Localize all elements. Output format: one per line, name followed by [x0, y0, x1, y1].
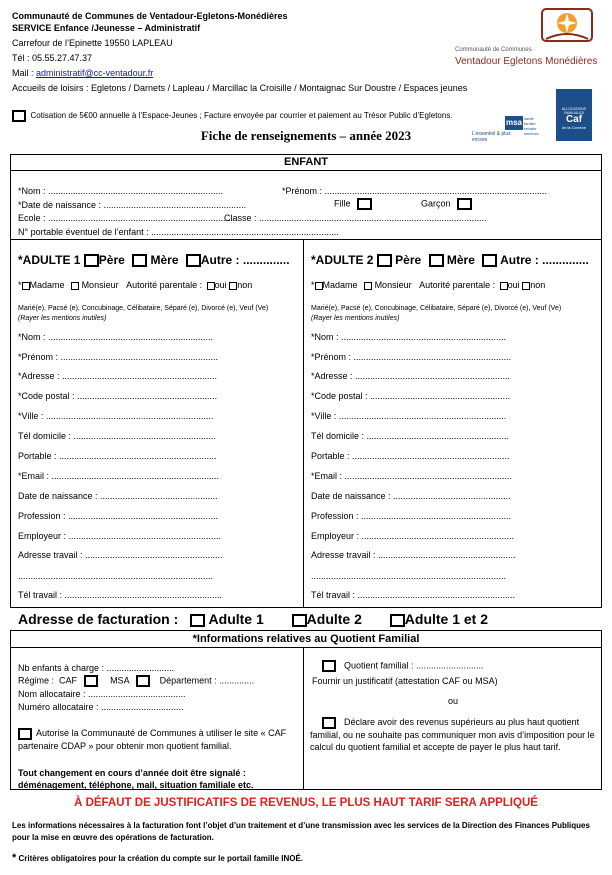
- qf-autorise: Autorise la Communauté de Communes à utiliser le site « CAF partenaire CDAP » pour obtenir mon quotient familial.: [18, 728, 287, 751]
- adulte2-field[interactable]: Profession : ............................................................: [311, 511, 512, 521]
- logo-name: Ventadour Egletons Monédières: [455, 56, 598, 67]
- phone: Tél : 05.55.27.47.37: [12, 53, 93, 63]
- adulte2-field[interactable]: *Code postal : ........................................................: [311, 391, 511, 401]
- adulte2-field[interactable]: Date de naissance : ...............................................: [311, 491, 511, 501]
- enfant-prenom[interactable]: *Prénom : .........................................................................................: [282, 186, 548, 196]
- adulte2-oui-checkbox[interactable]: [500, 282, 508, 290]
- enfant-nom[interactable]: *Nom : ......................................................................: [18, 186, 224, 196]
- adulte2-field[interactable]: *Adresse : ..............................................................: [311, 371, 511, 381]
- facturation-adulte2-checkbox[interactable]: [292, 614, 307, 627]
- adulte2-field[interactable]: *Email : ...................................................................: [311, 471, 513, 481]
- adulte1-field[interactable]: Portable : ...............................................................: [18, 451, 217, 461]
- msa-logo: msa: [505, 116, 523, 130]
- adulte1-oui-checkbox[interactable]: [207, 282, 215, 290]
- adulte1-field[interactable]: Tél travail : ...............................................................: [18, 590, 223, 600]
- adulte1-situation: Marié(e), Pacsé (e), Concubinage, Célibataire, Séparé (e), Divorcé (e), Veuf (Ve): [18, 305, 269, 312]
- msa-tagline: L’essentiel & plus encore: [472, 131, 511, 143]
- enfant-naissance[interactable]: *Date de naissance : .........................................................: [18, 200, 247, 210]
- service-name: SERVICE Enfance /Jeunesse – Administratif: [12, 23, 201, 33]
- qf-autorise-checkbox[interactable]: [18, 728, 32, 740]
- adulte1-civilite: * Madame Monsieur Autorité parentale : oui non: [18, 280, 253, 290]
- adulte1-field[interactable]: *Nom : ..................................................................: [18, 332, 214, 342]
- adulte1-field[interactable]: Adresse travail : .......................................................: [18, 550, 223, 560]
- logo-mark: [540, 5, 594, 43]
- adulte1-rayer: (Rayer les mentions inutiles): [18, 315, 107, 322]
- cotisation-checkbox[interactable]: [12, 110, 26, 122]
- adulte2-madame-checkbox[interactable]: [315, 282, 323, 290]
- adulte1-field[interactable]: *Code postal : ........................................................: [18, 391, 218, 401]
- qf-changement: Tout changement en cours d’année doit être signalé : déménagement, téléphone, mail, situation familiale etc.: [18, 768, 254, 790]
- qf-msa-checkbox[interactable]: [136, 675, 150, 687]
- enfant-classe[interactable]: Classe : ...........................................................................................: [224, 213, 487, 223]
- adulte2-field[interactable]: Adresse travail : .......................................................: [311, 550, 516, 560]
- enfant-heading: ENFANT: [284, 156, 328, 168]
- garcon-checkbox[interactable]: [457, 198, 472, 210]
- adulte1-non-checkbox[interactable]: [229, 282, 237, 290]
- divider: [10, 239, 602, 240]
- adulte2-field[interactable]: ..............................................................................: [311, 571, 507, 581]
- facturation-adulte1-checkbox[interactable]: [190, 614, 205, 627]
- garcon-option: Garçon: [421, 198, 472, 210]
- adulte1-field[interactable]: ..............................................................................: [18, 571, 214, 581]
- adulte2-field[interactable]: Employeur : .............................................................: [311, 531, 515, 541]
- adulte2-civilite: * Madame Monsieur Autorité parentale : oui non: [311, 280, 546, 290]
- mail-link[interactable]: administratif@cc-ventadour.fr: [36, 68, 154, 78]
- adulte2-field[interactable]: *Nom : ..................................................................: [311, 332, 507, 342]
- qf-declare: Déclare avoir des revenus supérieurs au plus haut quotient familial, ou ne souhaite pas communiquer mon avis d’imposition pour le calcul du quotient familial et accepte de payer le plus haut tarif.: [310, 717, 595, 752]
- adulte1-field[interactable]: *Adresse : ..............................................................: [18, 371, 218, 381]
- adulte1-header: *ADULTE 1 Père Mère Autre : ..............: [18, 253, 290, 267]
- adulte2-situation: Marié(e), Pacsé (e), Concubinage, Célibataire, Séparé (e), Divorcé (e), Veuf (Ve): [311, 305, 562, 312]
- adulte2-autre-checkbox[interactable]: [482, 254, 497, 267]
- adulte1-field[interactable]: *Email : ...................................................................: [18, 471, 220, 481]
- adulte1-autre-checkbox[interactable]: [186, 254, 201, 267]
- adulte2-non-checkbox[interactable]: [522, 282, 530, 290]
- adulte2-field[interactable]: Tél travail : ...............................................................: [311, 590, 516, 600]
- qf-nom-allocataire[interactable]: Nom allocataire : .......................................: [18, 689, 186, 699]
- mail-line: Mail : administratif@cc-ventadour.fr: [12, 68, 154, 78]
- enfant-ecole[interactable]: Ecole : ..........................................................................: [18, 213, 234, 223]
- adulte2-field[interactable]: Tél domicile : .........................................................: [311, 431, 510, 441]
- msa-side-text: santé famille retraite services: [524, 116, 539, 136]
- column-divider: [303, 647, 304, 790]
- adulte2-pere-checkbox[interactable]: [377, 254, 392, 267]
- qf-regime-row: Régime : CAF MSA Département : ..............: [18, 675, 255, 686]
- footer-criteres: * Critères obligatoires pour la création du compte sur le portail famille INOÉ.: [12, 852, 304, 864]
- caf-logo: ALLOCATIONS FAMILIALES Caf de la Corrèze: [556, 89, 592, 141]
- cotisation-line: Cotisation de 5€00 annuelle à l’Espace-Jeunes ; Facture envoyée par courrier et paiement au Trésor Public d’Egletons.: [12, 110, 453, 122]
- qf-justificatif: Fournir un justificatif (attestation CAF ou MSA): [312, 676, 498, 686]
- qf-nb-enfants[interactable]: Nb enfants à charge : ...........................: [18, 663, 175, 673]
- adulte1-field[interactable]: Profession : ............................................................: [18, 511, 219, 521]
- adulte2-field[interactable]: Portable : ...............................................................: [311, 451, 510, 461]
- enfant-portable[interactable]: N° portable éventuel de l’enfant : ...........................................................................: [18, 227, 339, 237]
- fille-option: Fille: [334, 198, 372, 210]
- adulte2-field[interactable]: *Ville : ...................................................................: [311, 411, 507, 421]
- logo-small-text: Communauté de Communes: [455, 47, 532, 53]
- accueils: Accueils de loisirs : Egletons / Darnets / Lapleau / Marcillac la Croisille / Montaignac Sur Doustre / Espaces jeunes: [12, 83, 468, 93]
- column-divider: [303, 239, 304, 608]
- facturation-row: Adresse de facturation : Adulte 1 Adulte 2 Adulte 1 et 2: [18, 611, 489, 627]
- qf-heading: *Informations relatives au Quotient Familial: [192, 633, 420, 645]
- adulte2-rayer: (Rayer les mentions inutiles): [311, 315, 400, 322]
- adulte1-field[interactable]: *Prénom : ...............................................................: [18, 352, 219, 362]
- adulte2-mere-checkbox[interactable]: [429, 254, 444, 267]
- divider: [10, 170, 602, 171]
- facturation-both-checkbox[interactable]: [390, 614, 405, 627]
- adulte1-field[interactable]: Employeur : .............................................................: [18, 531, 222, 541]
- address: Carrefour de l’Epinette 19550 LAPLEAU: [12, 38, 173, 48]
- qf-declare-checkbox[interactable]: [322, 717, 336, 729]
- adulte1-monsieur-checkbox[interactable]: [71, 282, 79, 290]
- adulte2-header: *ADULTE 2 Père Mère Autre : ..............: [311, 253, 589, 267]
- adulte2-field[interactable]: *Prénom : ...............................................................: [311, 352, 512, 362]
- footer-info: Les informations nécessaires à la facturation font l’objet d’un traitement et d’une transmission avec les services de la Direction des Finances Publiques pour la mise en œuvre des opérations de facturation.: [12, 821, 590, 842]
- adulte1-mere-checkbox[interactable]: [132, 254, 147, 267]
- adulte1-pere-checkbox[interactable]: [84, 254, 99, 267]
- qf-quotient-checkbox[interactable]: [322, 660, 336, 672]
- org-name: Communauté de Communes de Ventadour-Egletons-Monédières: [12, 11, 288, 21]
- adulte1-madame-checkbox[interactable]: [22, 282, 30, 290]
- adulte1-field[interactable]: Date de naissance : ...............................................: [18, 491, 218, 501]
- page-title: Fiche de renseignements – année 2023: [200, 128, 412, 143]
- qf-quotient: Quotient familial : ...........................: [322, 660, 484, 672]
- divider: [10, 647, 602, 648]
- qf-caf-checkbox[interactable]: [84, 675, 98, 687]
- warning-text: À DÉFAUT DE JUSTIFICATIFS DE REVENUS, LE PLUS HAUT TARIF SERA APPLIQUÉ: [74, 797, 538, 809]
- qf-numero-allocataire[interactable]: Numéro allocataire : .................................: [18, 702, 184, 712]
- qf-ou: ou: [448, 696, 459, 706]
- adulte2-monsieur-checkbox[interactable]: [364, 282, 372, 290]
- fille-checkbox[interactable]: [357, 198, 372, 210]
- adulte1-field[interactable]: Tél domicile : .........................................................: [18, 431, 217, 441]
- adulte1-field[interactable]: *Ville : ...................................................................: [18, 411, 214, 421]
